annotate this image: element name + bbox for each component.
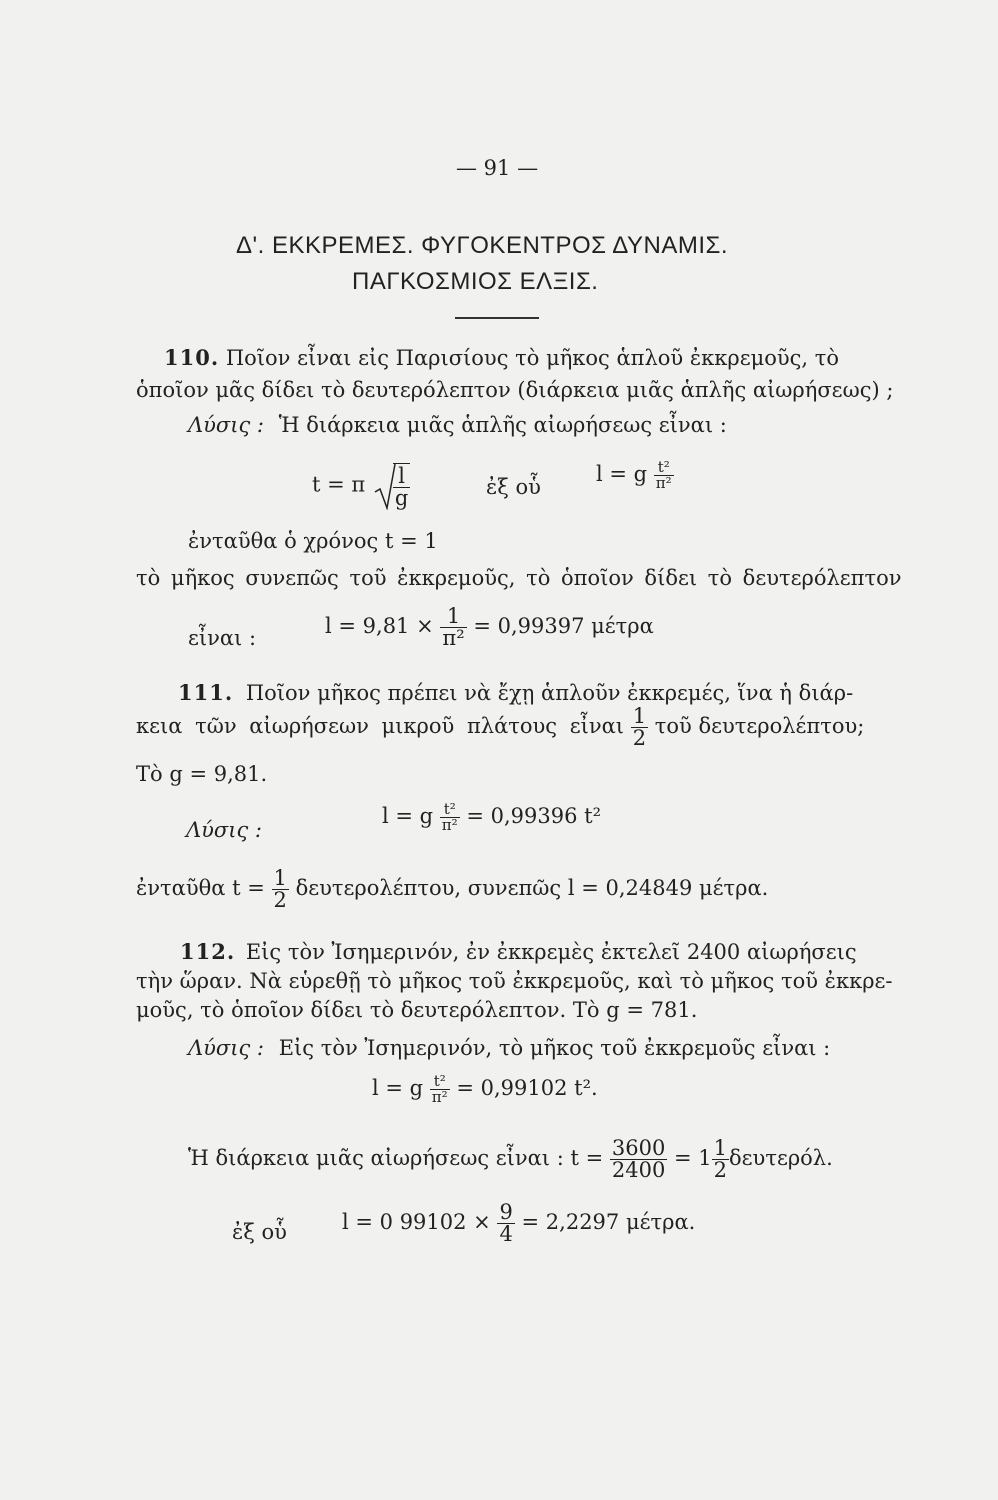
sqrt-radicand xyxy=(393,463,410,509)
eq110-1-frac-den: π² xyxy=(655,474,672,492)
fraction xyxy=(610,1138,667,1181)
eq112-3-frac-den: 4 xyxy=(499,1222,513,1246)
eq111-1-right: = 0,99396 t² xyxy=(466,804,602,828)
page-number: — 91 — xyxy=(456,156,539,180)
problem-111-frac-den: 2 xyxy=(632,726,647,750)
solution-label-110: Λύσις : xyxy=(188,413,265,437)
equation-112-3 xyxy=(342,1202,695,1245)
eq110-2-label: εἶναι : xyxy=(188,626,257,650)
problem-111-text2b: τοῦ δευτερολέπτου; xyxy=(654,714,865,738)
equation-111-2 xyxy=(136,868,768,911)
eq110-1-frac-num: t² xyxy=(657,458,670,476)
eq111-2-frac-num: 1 xyxy=(273,866,287,890)
problem-112-text1: Εἰς τὸν Ἰσημερινόν, ἐν ἐκκρεμὲς ἐκτελεῖ 2400 αἰωρήσεις xyxy=(245,940,857,964)
eq110-1-mid: ἐξ οὗ xyxy=(486,475,541,499)
equation-112-1 xyxy=(372,1074,598,1105)
problem-112-line1 xyxy=(180,939,857,964)
chapter-title-line2: ΠΑΓΚΟΣΜΙΟΣ ΕΛΞΙΣ. xyxy=(352,268,599,295)
eq112-3-b: l = 0 99102 × xyxy=(342,1210,491,1234)
problem-111-number: 111. xyxy=(178,680,234,705)
eq112-2-frac2-num: 1 xyxy=(713,1136,728,1160)
eq112-1-right: = 0,99102 t². xyxy=(456,1076,598,1100)
eq110-2-frac-num: 1 xyxy=(446,604,461,628)
eq111-2-a: ἐνταῦθα t = xyxy=(136,876,265,900)
eq112-2-a: Ἡ διάρκεια μιᾶς αἰωρήσεως εἶναι : t = xyxy=(188,1146,604,1170)
problem-110-solution-line xyxy=(188,413,727,437)
eq112-2-frac1-num: 3600 xyxy=(611,1136,666,1160)
chapter-title-line1: Δ'. ΕΚΚΡΕΜΕΣ. ΦΥΓΟΚΕΝΤΡΟΣ ΔΥΝΑΜΙΣ. xyxy=(236,232,729,259)
problem-110-number: 110. xyxy=(164,345,220,370)
eq112-2-frac2-den: 2 xyxy=(713,1158,728,1182)
heading-divider xyxy=(455,317,539,319)
problem-110-text1: Ποῖον εἶναι εἰς Παρισίους τὸ μῆκος ἁπλοῦ ἐκκρεμοῦς, τὸ xyxy=(225,346,840,370)
eq112-3-frac-num: 9 xyxy=(499,1200,513,1224)
fraction xyxy=(430,1074,450,1105)
problem-111-frac-num: 1 xyxy=(632,704,647,728)
eq111-1-frac-den: π² xyxy=(441,816,458,834)
time-line-110: ἐνταῦθα ὁ χρόνος t = 1 xyxy=(188,529,438,553)
eq111-1-left: l = g xyxy=(382,804,434,828)
problem-112-solution-line xyxy=(188,1036,830,1060)
fraction xyxy=(712,1138,729,1181)
eq112-2-mid: = 1 xyxy=(674,1146,712,1170)
solution-label-112: Λύσις : xyxy=(188,1036,265,1060)
eq112-1-frac-num: t² xyxy=(433,1072,446,1090)
eq110-1-right: l = g xyxy=(596,462,648,486)
eq110-1-sqrt-num: l xyxy=(398,464,405,488)
problem-112-number: 112. xyxy=(180,939,236,964)
eq110-2-right: = 0,99397 μέτρα xyxy=(473,614,654,638)
fraction xyxy=(497,1202,514,1245)
solution-label-111: Λύσις : xyxy=(186,818,263,842)
problem-111-text1: Ποῖον μῆκος πρέπει νὰ ἔχῃ ἁπλοῦν ἐκκρεμές, ἵνα ἡ διάρ- xyxy=(245,681,854,705)
problem-111-text2a: κεια τῶν αἰωρήσεων μικροῦ πλάτους εἶναι xyxy=(136,714,625,738)
fraction xyxy=(631,706,648,749)
problem-111-line1 xyxy=(178,680,853,705)
solution-text-110: Ἡ διάρκεια μιᾶς ἁπλῆς αἰωρήσεως εἶναι : xyxy=(278,413,727,437)
fraction xyxy=(440,802,460,833)
problem-112-line3: μοῦς, τὸ ὁποῖον δίδει τὸ δευτερόλεπτον. Τὸ g = 781. xyxy=(136,998,698,1022)
eq112-3-a: ἐξ οὗ xyxy=(232,1220,287,1244)
eq111-2-b: δευτερολέπτου, συνεπῶς l = 0,24849 μέτρα. xyxy=(295,876,769,900)
equation-111-1 xyxy=(382,802,601,833)
eq110-2-left: l = 9,81 × xyxy=(325,614,434,638)
fraction xyxy=(272,868,289,911)
equation-110-2 xyxy=(325,606,654,649)
problem-111-line2 xyxy=(136,706,864,749)
equation-110-1 xyxy=(312,462,410,510)
fraction xyxy=(440,606,466,649)
eq111-2-frac-den: 2 xyxy=(273,888,287,912)
eq110-1-sqrt-den: g xyxy=(394,486,409,510)
problem-110-line1 xyxy=(164,345,839,370)
eq112-2-frac1-den: 2400 xyxy=(611,1158,666,1182)
eq110-2-frac-den: π² xyxy=(442,626,465,650)
eq112-2-b: δευτερόλ. xyxy=(729,1146,833,1170)
eq112-1-frac-den: π² xyxy=(431,1088,448,1106)
equation-112-2 xyxy=(188,1138,833,1181)
eq110-1-left: t = π xyxy=(312,472,366,497)
eq112-1-left: l = g xyxy=(372,1076,424,1100)
problem-110-line2: ὁποῖον μᾶς δίδει τὸ δευτερόλεπτον (διάρκεια μιᾶς ἁπλῆς αἰωρήσεως) ; xyxy=(136,378,894,402)
fraction xyxy=(654,460,674,491)
problem-112-line2: τὴν ὥραν. Νὰ εὑρεθῇ τὸ μῆκος τοῦ ἐκκρεμοῦς, καὶ τὸ μῆκος τοῦ ἐκκρε- xyxy=(136,969,893,993)
eq111-1-frac-num: t² xyxy=(443,800,456,818)
length-line-110: τὸ μῆκος συνεπῶς τοῦ ἐκκρεμοῦς, τὸ ὁποῖον δίδει τὸ δευτερόλεπτον xyxy=(136,566,902,590)
eq112-3-c: = 2,2297 μέτρα. xyxy=(521,1210,696,1234)
equation-110-1-right xyxy=(596,460,674,491)
problem-111-line3: Τὸ g = 9,81. xyxy=(136,762,268,786)
solution-text-112: Εἰς τὸν Ἰσημερινόν, τὸ μῆκος τοῦ ἐκκρεμοῦς εἶναι : xyxy=(278,1036,831,1060)
